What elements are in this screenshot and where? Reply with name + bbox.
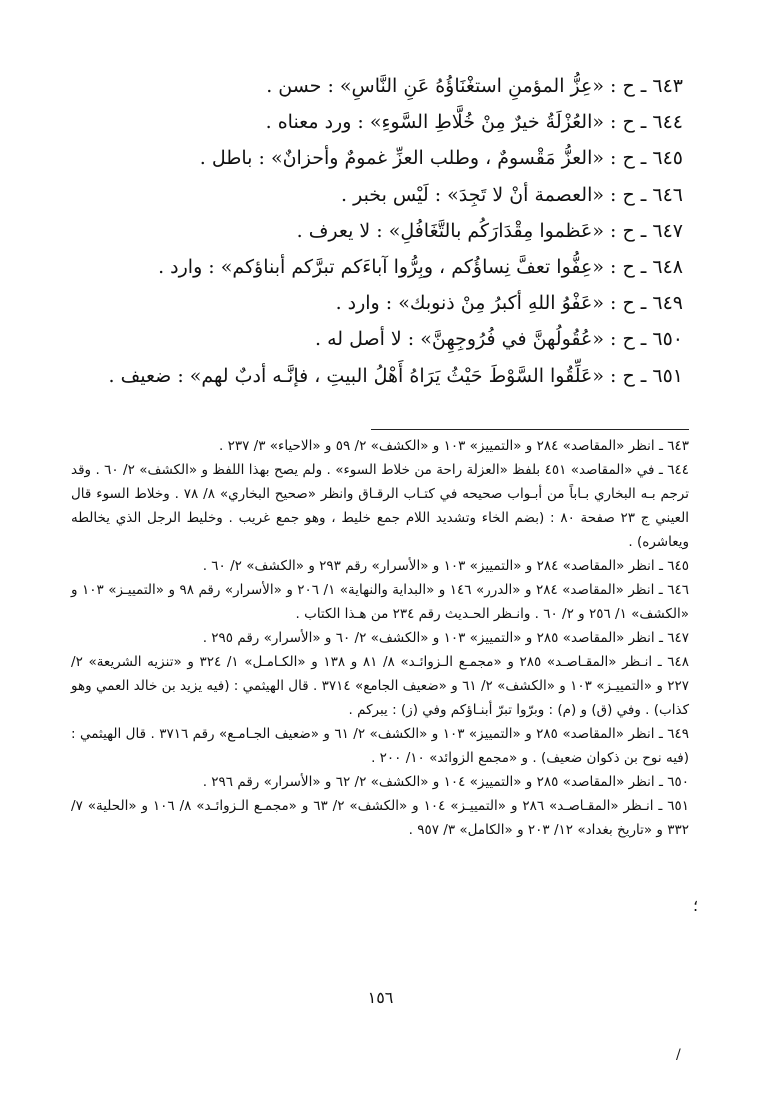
footnote: ٦٤٧ ـ انظر «المقاصد» ٢٨٥ و «التمييز» ١٠٣ و «الكشف» ٢/ ٦٠ و «الأسرار» رقم ٢٩٥ . xyxy=(202,630,689,646)
footnote: ٦٥٠ ـ انظر «المقاصد» ٢٨٥ و «التمييز» ١٠٤ و «الكشف» ٢/ ٦٢ و «الأسرار» رقم ٢٩٦ . xyxy=(202,774,689,790)
hadith-entry: ٦٤٥ ـ ح : «العزُّ مَقْسومٌ ، وطلب العزِّ غمومٌ وأحزانٌ» : باطل . xyxy=(199,147,683,170)
footnote: ٦٤٩ ـ انظر «المقاصد» ٢٨٥ و «التمييز» ١٠٣ و «الكشف» ٢/ ٦١ و «ضعيف الجـامـع» رقم ٣٧١٦ . قال الهيثمي : (فيه نوح بن ذكوان ضعيف) . و «مجمع الزوائد» ١٠/ ٢٠٠ . xyxy=(71,726,690,766)
footnote: ٦٤٥ ـ انظر «المقاصد» ٢٨٤ و «التمييز» ١٠٣ و «الأسرار» رقم ٢٩٣ و «الكشف» ٢/ ٦٠ . xyxy=(202,558,689,574)
hadith-entry: ٦٥١ ـ ح : «عَلِّقُوا السَّوْطَ حَيْثُ يَرَاهُ أَهْلُ البيتِ ، فإنَّـه أدبٌ لهم» : ضعيف . xyxy=(108,364,683,387)
footnotes xyxy=(71,434,689,842)
footnote: ٦٥١ ـ انـظر «المقـاصـد» ٢٨٦ و «التمييـز» ١٠٤ و «الكشف» ٢/ ٦٣ و «مجمـع الـزوائـد» ٨/ ١٠٦ و «الحلية» ٧/ ٣٣٢ و «تاريخ بغداد» ١٢/ ٢٠٣ و «الكامل» ٣/ ٩٥٧ . xyxy=(71,798,690,838)
footnote-divider xyxy=(371,429,689,430)
hadith-entry: ٦٤٣ ـ ح : «عِزُّ المؤمنِ استغْنَاؤُهُ عَنِ النَّاسِ» : حسن . xyxy=(266,75,683,97)
hadith-entry: ٦٤٤ ـ ح : «العُزْلَةُ خيرٌ مِنْ خُلَّاطِ السَّوءِ» : ورد معناه . xyxy=(265,111,683,134)
margin-mark: / xyxy=(676,1047,681,1063)
footnote: ٦٤٦ ـ انظر «المقاصد» ٢٨٤ و «الدرر» ١٤٦ و «البداية والنهاية» ١/ ٢٠٦ و «الأسرار» رقم ٩٨ و «التمييـز» ١٠٣ و «الكشف» ١/ ٢٥٦ و ٢/ ٦٠ . وانـظر الحـديث رقم ٢٣٤ من هـذا الكتاب . xyxy=(71,582,689,622)
hadith-entries xyxy=(83,68,683,394)
page-number: ١٥٦ xyxy=(367,988,394,1007)
hadith-entry: ٦٤٩ ـ ح : «عَفْوُ اللهِ أكبرُ مِنْ ذنوبك» : وارد . xyxy=(335,292,683,315)
hadith-entry: ٦٤٧ ـ ح : «عَظموا مِقْدَارَكُم بالتَّغَافُلِ» : لا يعرف . xyxy=(296,219,683,242)
hadith-entry: ٦٤٨ ـ ح : «عِفُّوا تعفَّ نِساؤُكم ، وبِرُّوا آباءَكم تبرَّكم أبناؤكم» : وارد . xyxy=(158,255,683,278)
footnote: ٦٤٣ ـ انظر «المقاصد» ٢٨٤ و «التمييز» ١٠٣ و «الكشف» ٢/ ٥٩ و «الاحياء» ٣/ ٢٣٧ . xyxy=(219,438,689,454)
footnote: ٦٤٤ ـ في «المقاصد» ٤٥١ بلفظ «العزلة راحة من خلاط السوء» . ولم يصح بهذا اللفظ و «الكشف» ٢/ ٦٠ . وقد ترجم بـه البخاري بـاباً من أبـواب صحيحه في كتـاب الرقـاق وانظر «صحيح البخاري» ٨/ ٧٨ . وخلاط السوء قال العيني ج ٢٣ صفحة ٨٠ : (بضم الخاء وتشديد اللام جمع خليط ، وهو جمع غريب . وخليط الرجل الذي يخالطه ويعاشره) . xyxy=(71,462,690,550)
hadith-entry: ٦٤٦ ـ ح : «العصمة أنْ لا تَجِدَ» : لَيْس بخبر . xyxy=(341,183,683,206)
margin-mark: ؛ xyxy=(693,896,699,915)
hadith-entry: ٦٥٠ ـ ح : «عُقُولُهنَّ في فُرُوجِهِنَّ» : لا أصل له . xyxy=(315,328,683,351)
footnote: ٦٤٨ ـ انـظر «المقـاصـد» ٢٨٥ و «مجمـع الـزوائـد» ٨/ ٨١ و ١٣٨ و «الكـامـل» ١/ ٣٢٤ و «تنزيه الشريعة» ٢/ ٢٢٧ و «التمييـز» ١٠٣ و «الكشف» ٢/ ٦١ و «ضعيف الجامع» ٣٧١٤ . قال الهيثمي : (فيه يزيد بن خالد العمي وهو كذاب) . وفي (ق) و (م) : وبرّوا تبرّ أبنـاؤكم وفي (ز) : يبركم . xyxy=(71,654,690,718)
